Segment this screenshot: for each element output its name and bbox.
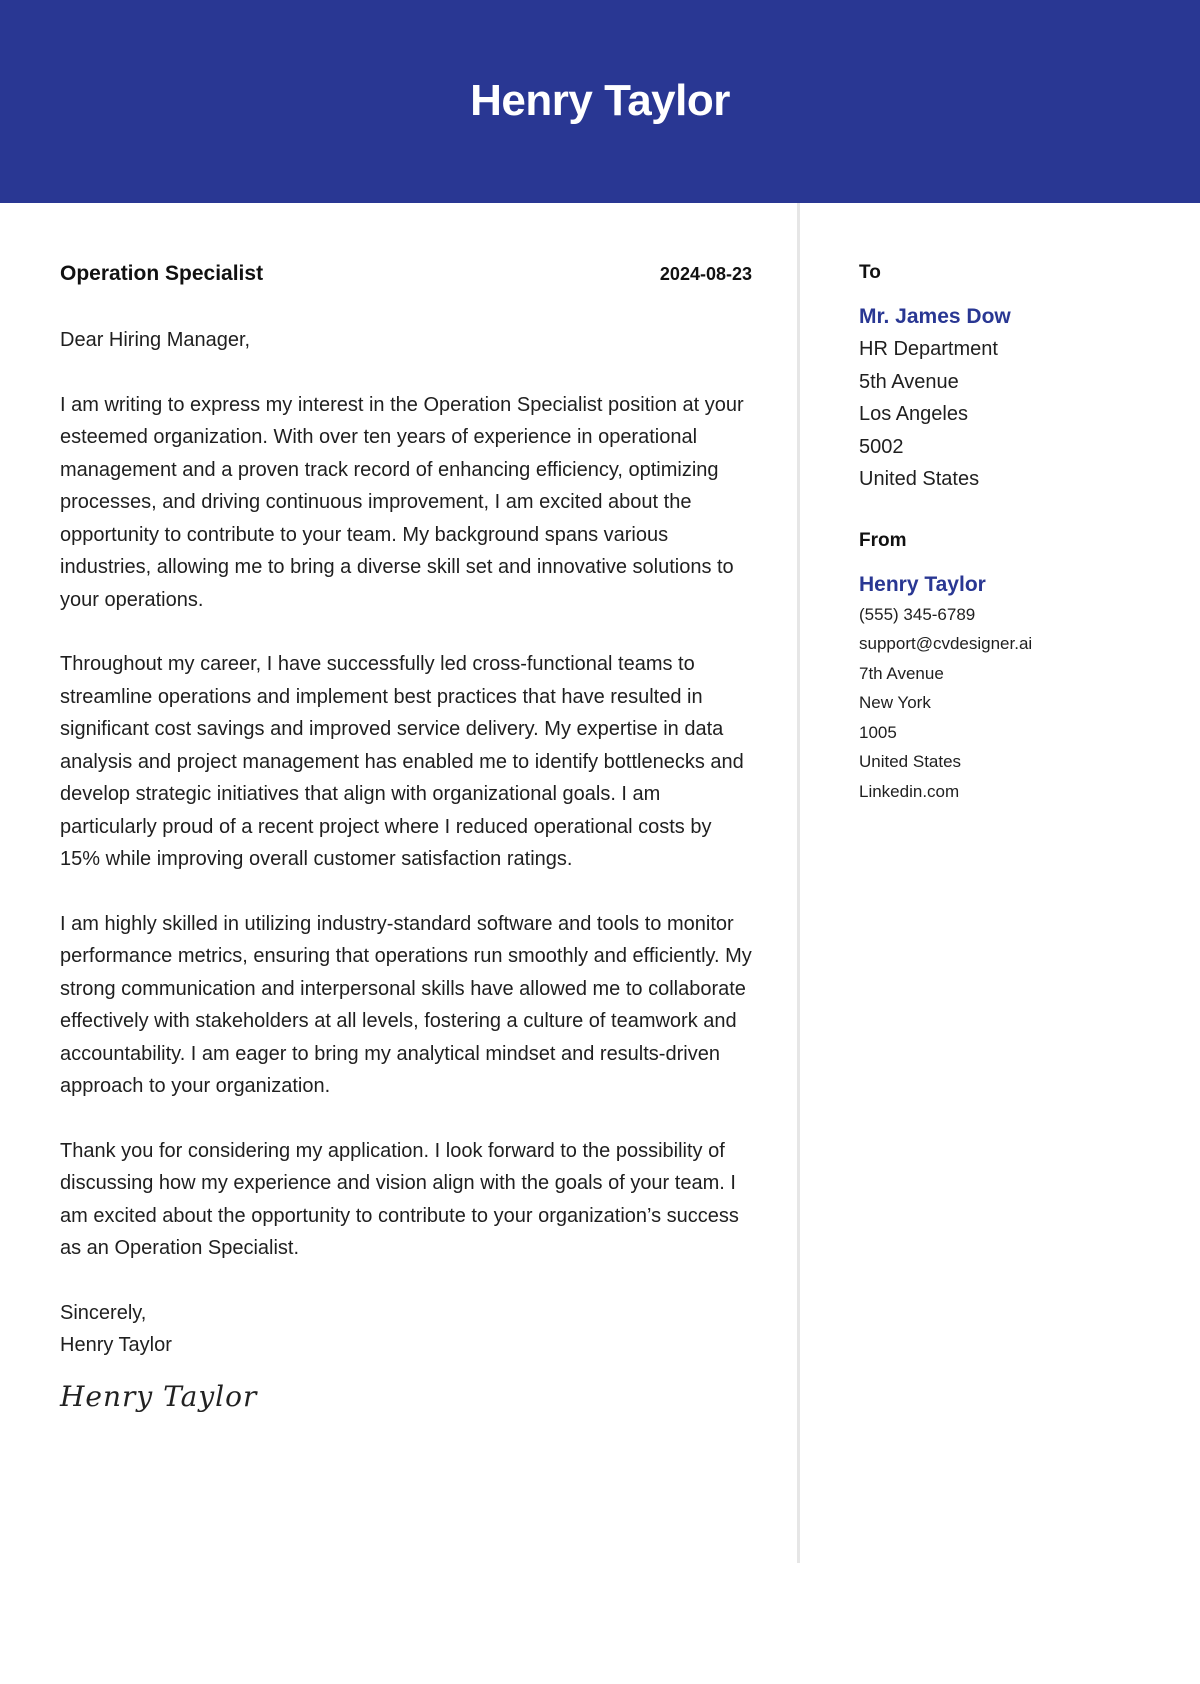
sender-name: Henry Taylor	[859, 572, 986, 596]
sender-phone: (555) 345-6789	[859, 604, 976, 624]
recipient-line: United States	[859, 468, 980, 490]
closing-name: Henry Taylor	[60, 1334, 172, 1356]
sender-street: 7th Avenue	[859, 663, 944, 683]
recipient-line: 5th Avenue	[859, 370, 959, 393]
sender-country: United States	[859, 752, 962, 771]
letter-date: 2024-08-23	[659, 264, 752, 284]
sender-block	[859, 530, 1179, 807]
recipient-name: Mr. James Dow	[859, 305, 1011, 328]
letter-body	[60, 262, 752, 1413]
recipient-line: HR Department	[859, 338, 998, 360]
closing-text: Sincerely,	[60, 1301, 147, 1324]
letter-topline	[60, 262, 752, 286]
applicant-name: Henry Taylor	[470, 75, 730, 125]
sender-postcode: 1005	[859, 722, 897, 742]
recipient-block	[859, 262, 1179, 496]
address-sidebar	[859, 262, 1179, 806]
job-title: Operation Specialist	[60, 262, 264, 285]
paragraph-4: Thank you for considering my application. I look forward to the possibility of discussing how my experience and vision align with the goals of your team. I am excited about the opportunity to contribute to your organization’s success as an Operation Specialist.	[60, 1139, 739, 1259]
sender-email: support@cvdesigner.ai	[859, 634, 1033, 653]
paragraph-2: Throughout my career, I have successfully led cross-functional teams to streamline operations and implement best practices that have resulted in significant cost savings and improved service delivery. My expertise in data analysis and project management has enabled me to identify bottlenecks and develop strategic initiatives that align with organizational goals. I am particularly proud of a recent project where I reduced operational costs by 15% while improving overall customer satisfaction ratings.	[60, 653, 744, 870]
recipient-line: 5002	[859, 435, 904, 458]
sender-city: New York	[859, 693, 931, 712]
paragraph-1: I am writing to express my interest in the Operation Specialist position at your esteemed organization. With over ten years of experience in operational management and a proven track record of enhancing efficiency, optimizing processes, and driving continuous improvement, I am excited about the opportunity to contribute to your team. My background spans various industries, allowing me to bring a diverse skill set and innovative solutions to your operations.	[60, 393, 744, 611]
to-label: To	[859, 262, 881, 283]
sender-website: Linkedin.com	[859, 781, 960, 801]
handwritten-signature: Henry Taylor	[60, 1379, 258, 1413]
salutation: Dear Hiring Manager,	[60, 329, 251, 351]
recipient-line: Los Angeles	[859, 403, 968, 425]
from-label: From	[859, 529, 907, 551]
column-divider	[797, 203, 800, 1563]
header-banner	[0, 0, 1200, 203]
paragraph-3: I am highly skilled in utilizing industry-standard software and tools to monitor performance metrics, ensuring that operations run smoothly and efficiently. My strong communication and interpersonal skills have allowed me to collaborate effectively with stakeholders at all levels, fostering a culture of teamwork and accountability. I am eager to bring my analytical mindset and results-driven approach to your organization.	[60, 912, 752, 1097]
closing-block	[60, 1297, 752, 1362]
